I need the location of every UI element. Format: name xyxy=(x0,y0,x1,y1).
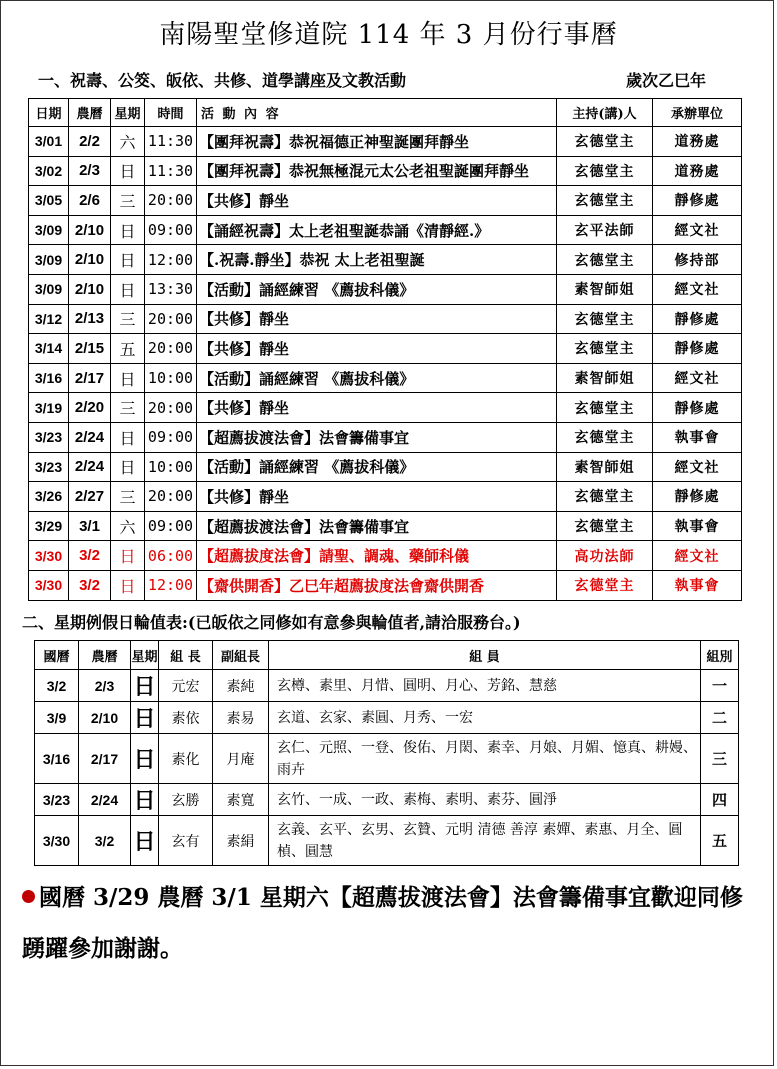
roster-cell-group: 一 xyxy=(701,670,739,702)
cell-time: 20:00 xyxy=(145,393,197,423)
cell-host: 玄德堂主 xyxy=(557,511,653,541)
roster-cell-leader: 玄勝 xyxy=(159,784,213,816)
table-row xyxy=(29,304,742,334)
cell-host: 高功法師 xyxy=(557,541,653,571)
col-header-host: 主持(講)人 xyxy=(557,99,653,127)
cell-host: 玄德堂主 xyxy=(557,334,653,364)
col-header-activity: 活 動 內 容 xyxy=(197,99,557,127)
cell-time: 20:00 xyxy=(145,482,197,512)
cell-host: 玄德堂主 xyxy=(557,482,653,512)
cell-date: 3/09 xyxy=(29,245,69,275)
roster-col-lunar: 農曆 xyxy=(79,641,131,670)
cell-week: 三 xyxy=(111,482,145,512)
cell-activity: 【超薦拔渡法會】法會籌備事宜 xyxy=(197,422,557,452)
roster-cell-leader: 素化 xyxy=(159,734,213,784)
roster-header-row xyxy=(35,641,739,670)
cell-lunar: 3/2 xyxy=(69,541,111,571)
cell-date: 3/12 xyxy=(29,304,69,334)
roster-cell-leader: 素依 xyxy=(159,702,213,734)
announcement-note xyxy=(22,872,757,974)
cell-host: 素智師姐 xyxy=(557,274,653,304)
table-row xyxy=(29,452,742,482)
roster-cell-group: 二 xyxy=(701,702,739,734)
cell-time: 10:00 xyxy=(145,363,197,393)
roster-row xyxy=(35,784,739,816)
bullet-icon xyxy=(22,890,35,903)
cell-activity: 【共修】靜坐 xyxy=(197,304,557,334)
cell-host: 素智師姐 xyxy=(557,363,653,393)
col-header-lunar: 農曆 xyxy=(69,99,111,127)
roster-cell-group: 三 xyxy=(701,734,739,784)
cell-week: 日 xyxy=(111,570,145,600)
cell-date: 3/30 xyxy=(29,570,69,600)
roster-cell-date: 3/16 xyxy=(35,734,79,784)
cell-lunar: 2/17 xyxy=(69,363,111,393)
announcement-text: 國曆 3/29 農曆 3/1 星期六【超薦拔渡法會】法會籌備事宜歡迎同修踴躍參加謝謝。 xyxy=(22,884,743,962)
roster-cell-lunar: 2/17 xyxy=(79,734,131,784)
cell-host: 玄德堂主 xyxy=(557,422,653,452)
cell-lunar: 2/24 xyxy=(69,422,111,452)
cell-lunar: 2/10 xyxy=(69,215,111,245)
roster-cell-members: 玄竹、一成、一政、素梅、素明、素芬、圓淨 xyxy=(269,784,701,816)
roster-row xyxy=(35,670,739,702)
cell-org: 執事會 xyxy=(653,570,742,600)
cell-date: 3/09 xyxy=(29,215,69,245)
cell-time: 09:00 xyxy=(145,511,197,541)
cell-week: 六 xyxy=(111,127,145,157)
table-header-row xyxy=(29,99,742,127)
cell-org: 經文社 xyxy=(653,274,742,304)
cell-date: 3/01 xyxy=(29,127,69,157)
roster-cell-vice: 素純 xyxy=(213,670,269,702)
cell-org: 道務處 xyxy=(653,127,742,157)
cell-org: 經文社 xyxy=(653,541,742,571)
cell-lunar: 2/24 xyxy=(69,452,111,482)
cell-lunar: 2/27 xyxy=(69,482,111,512)
col-header-week: 星期 xyxy=(111,99,145,127)
cell-week: 三 xyxy=(111,393,145,423)
cell-activity: 【共修】靜坐 xyxy=(197,186,557,216)
roster-cell-lunar: 2/3 xyxy=(79,670,131,702)
cell-time: 12:00 xyxy=(145,245,197,275)
cell-week: 日 xyxy=(111,215,145,245)
cell-week: 三 xyxy=(111,304,145,334)
page-title: 南陽聖堂修道院 114 年 3 月份行事曆 xyxy=(159,20,618,50)
cell-week: 日 xyxy=(111,156,145,186)
roster-rows xyxy=(35,670,739,866)
roster-cell-vice: 素易 xyxy=(213,702,269,734)
table-row xyxy=(29,541,742,571)
table-row xyxy=(29,334,742,364)
cell-org: 靜修處 xyxy=(653,304,742,334)
table-row xyxy=(29,186,742,216)
cell-host: 玄平法師 xyxy=(557,215,653,245)
cell-activity: 【超薦拔度法會】請聖、調魂、藥師科儀 xyxy=(197,541,557,571)
cell-date: 3/09 xyxy=(29,274,69,304)
cell-week: 日 xyxy=(111,422,145,452)
cell-week: 日 xyxy=(111,245,145,275)
roster-cell-group: 五 xyxy=(701,816,739,866)
table-row xyxy=(29,274,742,304)
roster-cell-members: 玄仁、元照、一登、俊佑、月閎、素幸、月娘、月媚、憶真、耕嫚、雨卉 xyxy=(269,734,701,784)
cell-week: 日 xyxy=(111,452,145,482)
cell-time: 20:00 xyxy=(145,334,197,364)
cell-org: 靜修處 xyxy=(653,482,742,512)
cell-date: 3/16 xyxy=(29,363,69,393)
cell-lunar: 2/6 xyxy=(69,186,111,216)
roster-row xyxy=(35,734,739,784)
cell-date: 3/14 xyxy=(29,334,69,364)
cell-lunar: 2/15 xyxy=(69,334,111,364)
cell-activity: 【共修】靜坐 xyxy=(197,482,557,512)
cell-date: 3/19 xyxy=(29,393,69,423)
col-header-time: 時間 xyxy=(145,99,197,127)
cell-time: 12:00 xyxy=(145,570,197,600)
cell-org: 經文社 xyxy=(653,215,742,245)
cell-org: 經文社 xyxy=(653,452,742,482)
roster-cell-date: 3/23 xyxy=(35,784,79,816)
cell-week: 六 xyxy=(111,511,145,541)
roster-cell-day: 日 xyxy=(131,670,159,702)
table-row xyxy=(29,482,742,512)
cell-time: 11:30 xyxy=(145,156,197,186)
roster-cell-members: 玄義、玄平、玄男、玄贊、元明 清德 善淳 素嬋、素惠、月全、圓楨、圓慧 xyxy=(269,816,701,866)
cell-lunar: 2/13 xyxy=(69,304,111,334)
roster-cell-leader: 玄有 xyxy=(159,816,213,866)
roster-col-day: 星期 xyxy=(131,641,159,670)
cell-activity: 【活動】誦經練習 《薦拔科儀》 xyxy=(197,363,557,393)
cell-org: 靜修處 xyxy=(653,186,742,216)
cell-time: 09:00 xyxy=(145,422,197,452)
roster-col-date: 國曆 xyxy=(35,641,79,670)
cell-org: 修持部 xyxy=(653,245,742,275)
cell-org: 靜修處 xyxy=(653,393,742,423)
cell-date: 3/26 xyxy=(29,482,69,512)
roster-cell-vice: 月庵 xyxy=(213,734,269,784)
col-header-date: 日期 xyxy=(29,99,69,127)
roster-cell-lunar: 2/10 xyxy=(79,702,131,734)
cell-host: 素智師姐 xyxy=(557,452,653,482)
roster-col-members: 組 員 xyxy=(269,641,701,670)
roster-cell-vice: 素絹 xyxy=(213,816,269,866)
roster-cell-day: 日 xyxy=(131,784,159,816)
cell-date: 3/29 xyxy=(29,511,69,541)
roster-cell-day: 日 xyxy=(131,734,159,784)
roster-cell-lunar: 2/24 xyxy=(79,784,131,816)
cell-activity: 【共修】靜坐 xyxy=(197,393,557,423)
roster-col-vice: 副組長 xyxy=(213,641,269,670)
roster-col-group: 組別 xyxy=(701,641,739,670)
cell-time: 10:00 xyxy=(145,452,197,482)
cell-activity: 【團拜祝壽】恭祝福德正神聖誕團拜靜坐 xyxy=(197,127,557,157)
roster-cell-date: 3/9 xyxy=(35,702,79,734)
roster-cell-leader: 元宏 xyxy=(159,670,213,702)
cell-host: 玄德堂主 xyxy=(557,304,653,334)
event-rows xyxy=(29,127,742,601)
cell-lunar: 2/10 xyxy=(69,245,111,275)
cell-org: 經文社 xyxy=(653,363,742,393)
cell-date: 3/23 xyxy=(29,452,69,482)
cell-date: 3/05 xyxy=(29,186,69,216)
cell-week: 日 xyxy=(111,274,145,304)
cell-activity: 【超薦拔渡法會】法會籌備事宜 xyxy=(197,511,557,541)
cell-week: 三 xyxy=(111,186,145,216)
cell-time: 13:30 xyxy=(145,274,197,304)
roster-cell-day: 日 xyxy=(131,702,159,734)
cell-org: 靜修處 xyxy=(653,334,742,364)
table-row xyxy=(29,156,742,186)
year-label: 歲次乙巳年 xyxy=(626,71,707,90)
table-row xyxy=(29,393,742,423)
cell-lunar: 2/3 xyxy=(69,156,111,186)
section2-heading: 二、星期例假日輪值表:(已皈依之同修如有意參與輪值者,請洽服務台。) xyxy=(22,613,521,632)
cell-host: 玄德堂主 xyxy=(557,186,653,216)
roster-cell-lunar: 3/2 xyxy=(79,816,131,866)
col-header-org: 承辦單位 xyxy=(653,99,742,127)
cell-week: 日 xyxy=(111,363,145,393)
section1-heading: 一、祝壽、公筊、皈依、共修、道學講座及文教活動 xyxy=(38,71,407,90)
cell-org: 執事會 xyxy=(653,511,742,541)
cell-host: 玄德堂主 xyxy=(557,156,653,186)
cell-lunar: 3/2 xyxy=(69,570,111,600)
roster-row xyxy=(35,816,739,866)
cell-time: 11:30 xyxy=(145,127,197,157)
event-schedule-table xyxy=(28,98,742,601)
roster-row xyxy=(35,702,739,734)
cell-activity: 【齋供開香】乙巳年超薦拔度法會齋供開香 xyxy=(197,570,557,600)
roster-cell-vice: 素寬 xyxy=(213,784,269,816)
roster-cell-day: 日 xyxy=(131,816,159,866)
cell-time: 20:00 xyxy=(145,304,197,334)
cell-activity: 【活動】誦經練習 《薦拔科儀》 xyxy=(197,274,557,304)
cell-time: 20:00 xyxy=(145,186,197,216)
cell-date: 3/23 xyxy=(29,422,69,452)
cell-lunar: 3/1 xyxy=(69,511,111,541)
cell-host: 玄德堂主 xyxy=(557,127,653,157)
table-row xyxy=(29,215,742,245)
cell-week: 五 xyxy=(111,334,145,364)
cell-lunar: 2/20 xyxy=(69,393,111,423)
roster-cell-date: 3/30 xyxy=(35,816,79,866)
cell-time: 09:00 xyxy=(145,215,197,245)
table-row xyxy=(29,363,742,393)
roster-cell-group: 四 xyxy=(701,784,739,816)
cell-host: 玄德堂主 xyxy=(557,245,653,275)
cell-host: 玄德堂主 xyxy=(557,393,653,423)
cell-activity: 【誦經祝壽】太上老祖聖誕恭誦《清靜經.》 xyxy=(197,215,557,245)
cell-activity: 【共修】靜坐 xyxy=(197,334,557,364)
cell-host: 玄德堂主 xyxy=(557,570,653,600)
cell-date: 3/30 xyxy=(29,541,69,571)
cell-date: 3/02 xyxy=(29,156,69,186)
roster-cell-date: 3/2 xyxy=(35,670,79,702)
table-row xyxy=(29,511,742,541)
cell-lunar: 2/10 xyxy=(69,274,111,304)
cell-lunar: 2/2 xyxy=(69,127,111,157)
duty-roster-table xyxy=(34,640,739,866)
roster-cell-members: 玄樽、素里、月惜、圓明、月心、芳銘、慧慈 xyxy=(269,670,701,702)
table-row xyxy=(29,127,742,157)
cell-activity: 【團拜祝壽】恭祝無極混元太公老祖聖誕團拜靜坐 xyxy=(197,156,557,186)
table-row xyxy=(29,570,742,600)
cell-time: 06:00 xyxy=(145,541,197,571)
roster-col-leader: 組 長 xyxy=(159,641,213,670)
table-row xyxy=(29,245,742,275)
cell-org: 道務處 xyxy=(653,156,742,186)
cell-week: 日 xyxy=(111,541,145,571)
cell-activity: 【活動】誦經練習 《薦拔科儀》 xyxy=(197,452,557,482)
table-row xyxy=(29,422,742,452)
cell-org: 執事會 xyxy=(653,422,742,452)
cell-activity: 【.祝壽.靜坐】恭祝 太上老祖聖誕 xyxy=(197,245,557,275)
roster-cell-members: 玄道、玄家、素圓、月秀、一宏 xyxy=(269,702,701,734)
